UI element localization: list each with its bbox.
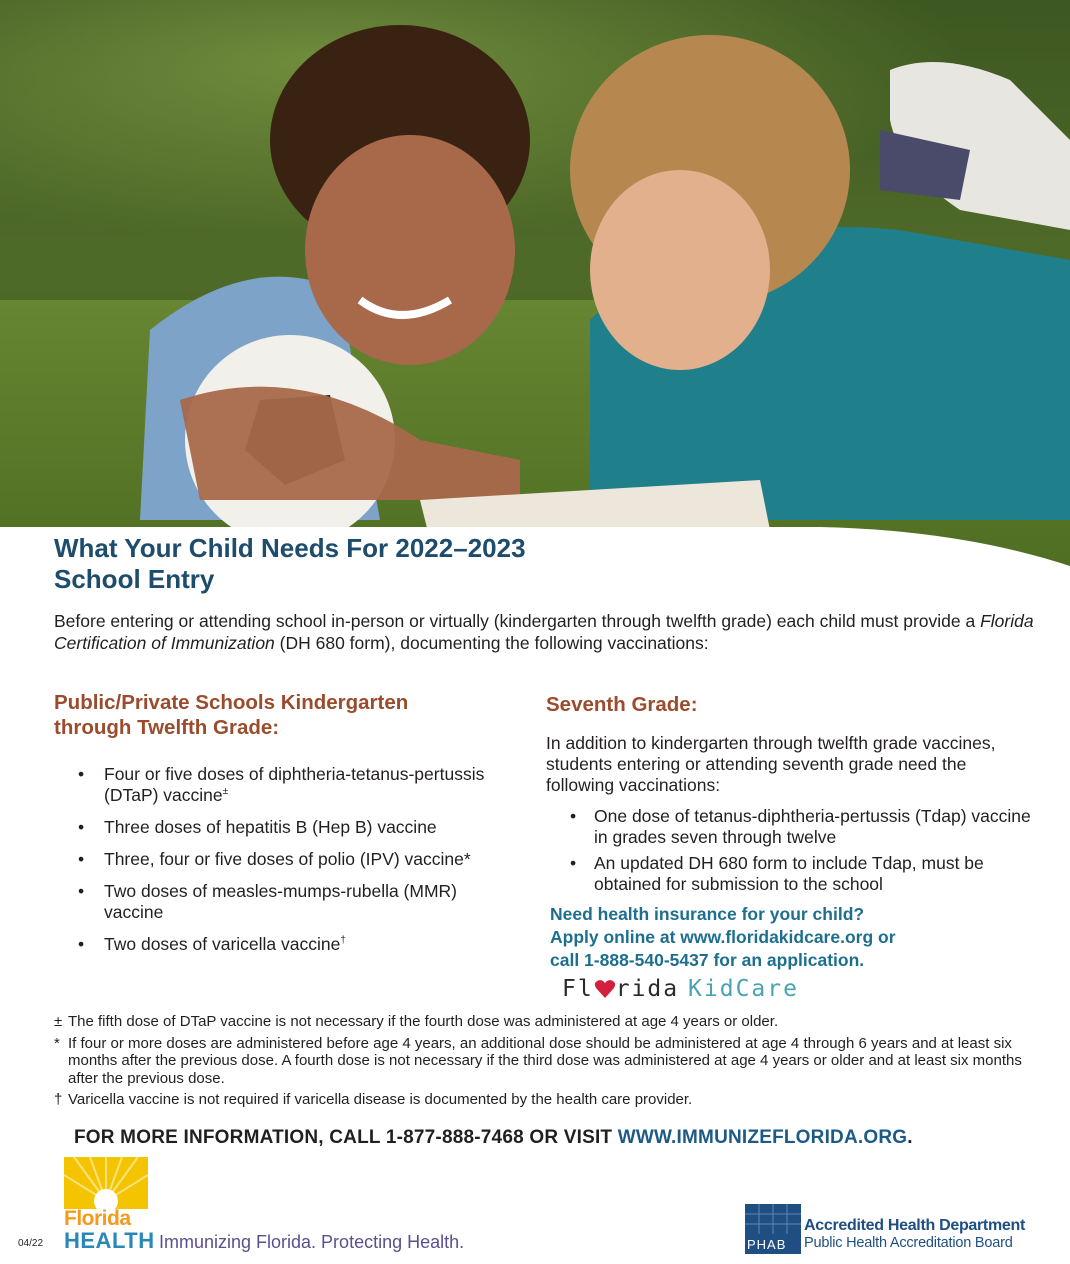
bullet-icon: • [570, 853, 577, 873]
left-column-heading [54, 690, 408, 740]
intro-after: (DH 680 form), documenting the following vaccinations: [274, 633, 709, 653]
list-item [74, 764, 514, 806]
footnotes [54, 1013, 1034, 1113]
footnote-mark: † [54, 1091, 63, 1108]
bullet-icon: • [78, 849, 85, 869]
seventh-grade-intro: In addition to kindergarten through twelfth grade vaccines, students entering or attending seventh grade need the following vaccinations: [546, 733, 996, 795]
footnote-text: The fifth dose of DTaP vaccine is not necessary if the fourth dose was administered at age 4 years or older. [68, 1013, 779, 1030]
footnote-mark: ± [54, 1013, 63, 1030]
list-item-text: Three, four or five doses of polio (IPV) vaccine* [104, 849, 471, 869]
left-heading-line-2: through Twelfth Grade: [54, 716, 280, 739]
list-item [74, 849, 514, 870]
logo-florida-text: Florida [64, 1207, 131, 1230]
list-item [566, 806, 1036, 848]
phab-letters: PHAB [747, 1237, 787, 1252]
page-title [54, 533, 526, 595]
footnote-text: If four or more doses are administered before age 4 years, an additional dose should be administered at age 4 through 6 years and at least six months after the previous dose. A fourth dose is not necessary if the third dose was administered at age 4 years or older and at least six months after the previous dose. [68, 1034, 1022, 1087]
title-line-1: What Your Child Needs For 2022–2023 [54, 533, 526, 563]
immunize-florida-link[interactable]: WWW.IMMUNIZEFLORIDA.ORG [617, 1127, 908, 1148]
insurance-line-2: Apply online at www.floridakidcare.org or [550, 927, 896, 947]
phab-logo [745, 1204, 801, 1254]
list-item [74, 817, 514, 838]
logo-health-text: HEALTH [64, 1228, 155, 1253]
bullet-icon: • [78, 817, 85, 837]
phab-grid-icon [745, 1204, 801, 1234]
bullet-icon: • [78, 881, 85, 901]
children-with-soccer-ball-image [0, 0, 1070, 566]
insurance-line-1: Need health insurance for your child? [550, 904, 865, 924]
list-item-text: An updated DH 680 form to include Tdap, must be obtained for submission to the school [594, 853, 984, 894]
bullet-icon: • [570, 806, 577, 826]
revision-date: 04/22 [18, 1238, 44, 1249]
list-item-text: Three doses of hepatitis B (Hep B) vaccine [104, 817, 437, 837]
bullet-icon: • [78, 764, 85, 784]
list-item-text: Two doses of measles-mumps-rubella (MMR) vaccine [104, 881, 458, 922]
kidcare-logo-rida: rida [615, 976, 680, 1002]
list-item [566, 853, 1036, 895]
seventh-grade-list [566, 806, 1036, 900]
seventh-grade-heading: Seventh Grade: [546, 693, 698, 716]
kidcare-logo-kidcare: KidCare [688, 976, 799, 1002]
hero-photo [0, 0, 1070, 566]
intro-paragraph [54, 610, 1034, 654]
k12-vaccine-list [74, 764, 514, 966]
more-info-suffix: . [907, 1127, 913, 1148]
list-item [74, 881, 514, 923]
kidcare-logo-fl: Fl [562, 976, 594, 1002]
insurance-callout [550, 903, 980, 972]
footnote-text: Varicella vaccine is not required if varicella disease is documented by the health care provider. [68, 1091, 693, 1108]
footnote-mark: † [340, 935, 346, 947]
left-heading-line-1: Public/Private Schools Kindergarten [54, 691, 409, 714]
phab-line-1: Accredited Health Department [804, 1217, 1025, 1234]
bullet-icon: • [78, 934, 85, 954]
intro-before: Before entering or attending school in-person or virtually (kindergarten through twelfth grade) each child must provide a [54, 611, 981, 631]
more-info-line [74, 1127, 913, 1149]
list-item-text: Four or five doses of diphtheria-tetanus-pertussis (DTaP) vaccine [104, 764, 485, 805]
more-info-prefix: FOR MORE INFORMATION, CALL 1-877-888-7468 OR VISIT [74, 1127, 618, 1148]
sun-icon [64, 1157, 148, 1209]
footnote [54, 1091, 1034, 1109]
sunburst-graphic [64, 1157, 148, 1209]
list-item [74, 934, 514, 955]
list-item-text: Two doses of varicella vaccine [104, 934, 341, 954]
heart-icon [594, 979, 616, 999]
footnote-mark: ± [222, 786, 229, 798]
phab-line-2: Public Health Accreditation Board [804, 1235, 1013, 1251]
list-item-text: One dose of tetanus-diphtheria-pertussis (Tdap) vaccine in grades seven through twelve [594, 806, 1031, 847]
florida-kidcare-logo [562, 974, 799, 1003]
intro-form-name: Florida Certification of Immunization [54, 611, 1034, 653]
footnote-mark: * [54, 1034, 60, 1052]
florida-health-logo [64, 1157, 148, 1209]
title-line-2: School Entry [54, 564, 215, 594]
insurance-line-3: call 1-888-540-5437 for an application. [550, 950, 865, 970]
tagline: Immunizing Florida. Protecting Health. [159, 1232, 465, 1252]
footnote [54, 1013, 1034, 1031]
footnote [54, 1035, 1034, 1088]
